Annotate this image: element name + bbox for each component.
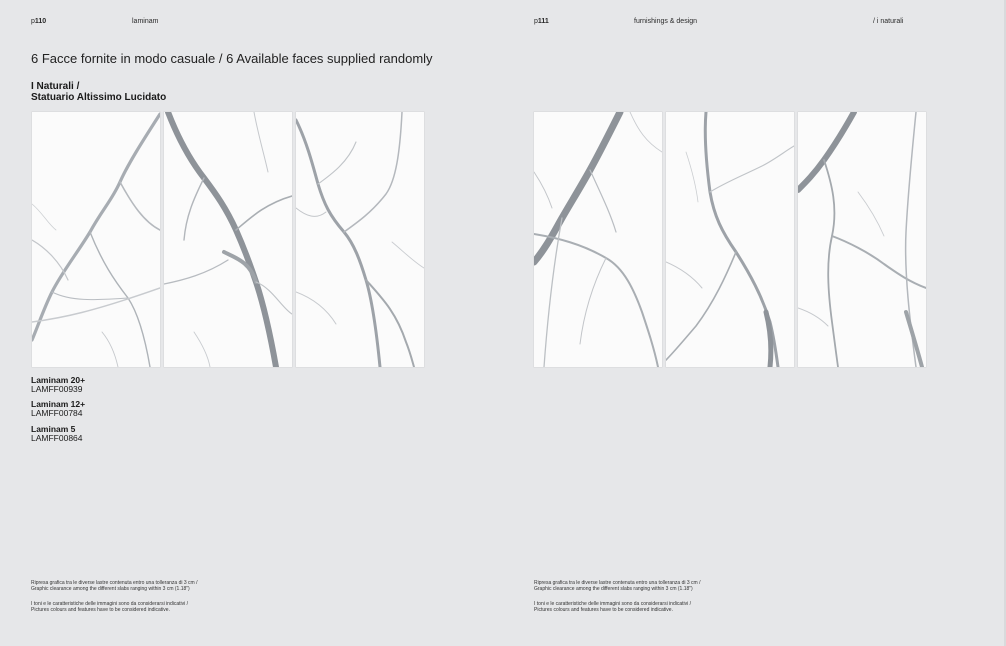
right-category-label: / i naturali bbox=[873, 18, 904, 25]
product-title bbox=[31, 81, 166, 103]
marble-slab-1 bbox=[32, 112, 160, 367]
right-disclaimer-note bbox=[534, 601, 764, 613]
note-line: Ripresa grafica tra le diverse lastre contenuta entro una tolleranza di 3 cm / bbox=[534, 580, 701, 586]
right-slab-row bbox=[534, 112, 926, 367]
spec-item-3 bbox=[31, 425, 83, 443]
product-name: Statuario Altissimo Lucidato bbox=[31, 92, 167, 103]
note-line: Graphic clearance among the different slabs ranging within 3 cm (1.18") bbox=[534, 586, 693, 592]
spec-item-2 bbox=[31, 400, 85, 418]
right-section-label: furnishings & design bbox=[634, 18, 698, 25]
marble-slab-5 bbox=[666, 112, 794, 367]
spec-code: LAMFF00784 bbox=[31, 408, 83, 418]
left-page-number: p110 bbox=[31, 18, 47, 25]
collection-name: I Naturali / bbox=[31, 81, 80, 92]
spec-name: Laminam 12+ bbox=[31, 399, 86, 409]
spec-name: Laminam 5 bbox=[31, 424, 76, 434]
right-page-number: p111 bbox=[534, 18, 549, 25]
right-clearance-note bbox=[534, 580, 764, 592]
marble-slab-6 bbox=[798, 112, 926, 367]
marble-slab-2 bbox=[164, 112, 292, 367]
left-section-label: laminam bbox=[132, 18, 159, 25]
note-line: I toni e le caratteristiche delle immagini sono da considerarsi indicativi / bbox=[534, 601, 692, 607]
note-line: Ripresa grafica tra le diverse lastre contenuta entro una tolleranza di 3 cm / bbox=[31, 580, 198, 586]
marble-slab-4 bbox=[534, 112, 662, 367]
note-line: I toni e le caratteristiche delle immagini sono da considerarsi indicativi / bbox=[31, 601, 189, 607]
left-disclaimer-note bbox=[31, 601, 261, 613]
spec-code: LAMFF00939 bbox=[31, 384, 83, 394]
left-clearance-note bbox=[31, 580, 261, 592]
marble-slab-3 bbox=[296, 112, 424, 367]
note-line: Pictures colours and features have to be considered indicative. bbox=[534, 607, 673, 613]
page-headline: 6 Facce fornite in modo casuale / 6 Available faces supplied randomly bbox=[31, 51, 433, 66]
left-slab-row bbox=[32, 112, 424, 367]
note-line: Graphic clearance among the different slabs ranging within 3 cm (1.18") bbox=[31, 586, 190, 592]
spec-name: Laminam 20+ bbox=[31, 375, 86, 385]
spec-code: LAMFF00864 bbox=[31, 433, 83, 443]
note-line: Pictures colours and features have to be considered indicative. bbox=[31, 607, 170, 613]
spec-item-1 bbox=[31, 376, 85, 394]
